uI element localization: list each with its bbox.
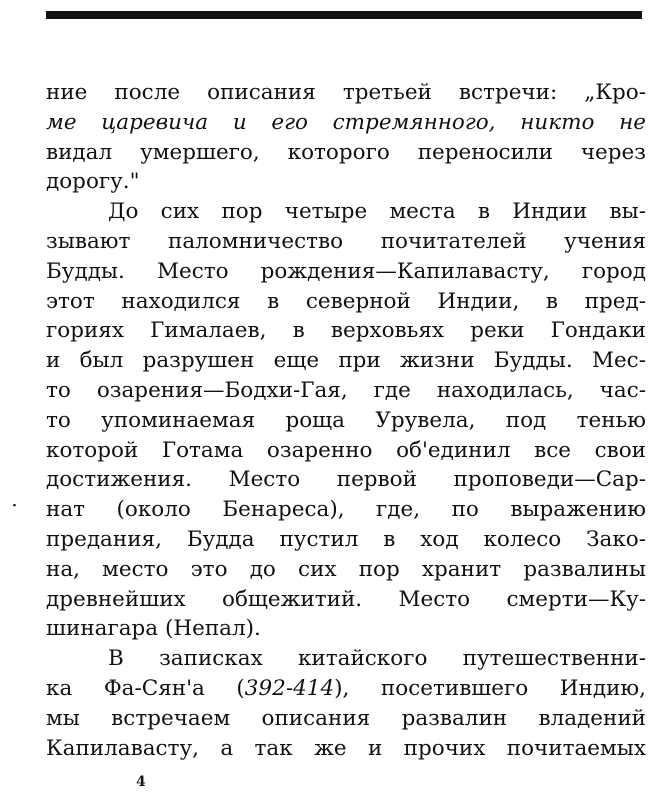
text-segment: то озарения—Бодхи-Гая, где находилась, час- xyxy=(46,377,646,403)
text-line xyxy=(46,436,646,466)
text-segment: этот находился в северной Индии, в пред- xyxy=(46,288,646,314)
text-line xyxy=(46,495,646,525)
text-line xyxy=(46,346,646,376)
text-segment: До сих пор четыре места в Индии вы- xyxy=(108,199,646,225)
text-line xyxy=(46,78,646,108)
text-line xyxy=(46,138,646,168)
text-line xyxy=(46,674,646,704)
margin-mark: · xyxy=(12,498,17,514)
text-segment: гориях Гималаев, в верховьях реки Гондаки xyxy=(46,318,646,344)
text-segment: Капилавасту, а так же и прочих почитаемых xyxy=(46,735,646,761)
text-segment: то упоминаемая роща Урувела, под тенью xyxy=(46,407,646,433)
text-line xyxy=(46,585,646,615)
text-segment: дорогу." xyxy=(46,169,140,195)
text-line xyxy=(46,287,646,317)
text-line xyxy=(46,555,646,585)
text-segment: нат (около Бенареса), где, по выражению xyxy=(46,497,646,523)
text-segment: ), посетившего Индию, xyxy=(334,675,646,701)
text-segment: видал умершего, которого переносили через xyxy=(46,139,646,165)
text-segment: В записках китайского путешественни- xyxy=(108,646,646,672)
text-segment: зывают паломничество почитателей учения xyxy=(46,228,646,254)
text-line xyxy=(46,525,646,555)
text-segment: 392-414 xyxy=(244,675,335,701)
text-segment: древнейших общежитий. Место смерти—Ку- xyxy=(46,586,646,612)
text-segment: ние после описания третьей встречи: „Кро- xyxy=(46,80,646,105)
text-segment: на, место это до сих пор хранит развалины xyxy=(46,556,646,582)
text-line xyxy=(46,227,646,257)
text-segment: ме царевича и его стремянного, никто не xyxy=(46,109,646,135)
text-segment: и был разрушен еще при жизни Будды. Мес- xyxy=(46,348,646,374)
text-segment: шинагара (Непал). xyxy=(46,616,261,642)
text-line xyxy=(46,704,646,734)
page-mark: 4 xyxy=(136,774,146,790)
text-line xyxy=(46,316,646,346)
text-line xyxy=(46,734,646,764)
text-segment: мы встречаем описания развалин владений xyxy=(46,705,646,731)
text-line xyxy=(46,614,646,644)
text-line xyxy=(46,167,646,197)
text-segment: предания, Будда пустил в ход колесо Зако- xyxy=(46,526,646,552)
text-segment: достижения. Место первой проповеди—Сар- xyxy=(46,467,646,493)
text-line xyxy=(46,197,646,227)
text-line xyxy=(46,644,646,674)
top-rule xyxy=(46,11,642,19)
text-segment: Будды. Место рождения—Капилавасту, город xyxy=(46,258,646,284)
text-line xyxy=(46,257,646,287)
body-text xyxy=(46,78,646,763)
text-segment: ка Фа-Сян'а ( xyxy=(46,675,245,701)
text-segment: которой Готама озаренно об'единил все свои xyxy=(46,437,646,463)
text-line xyxy=(46,406,646,436)
text-line xyxy=(46,465,646,495)
text-line xyxy=(46,108,646,138)
text-line xyxy=(46,376,646,406)
